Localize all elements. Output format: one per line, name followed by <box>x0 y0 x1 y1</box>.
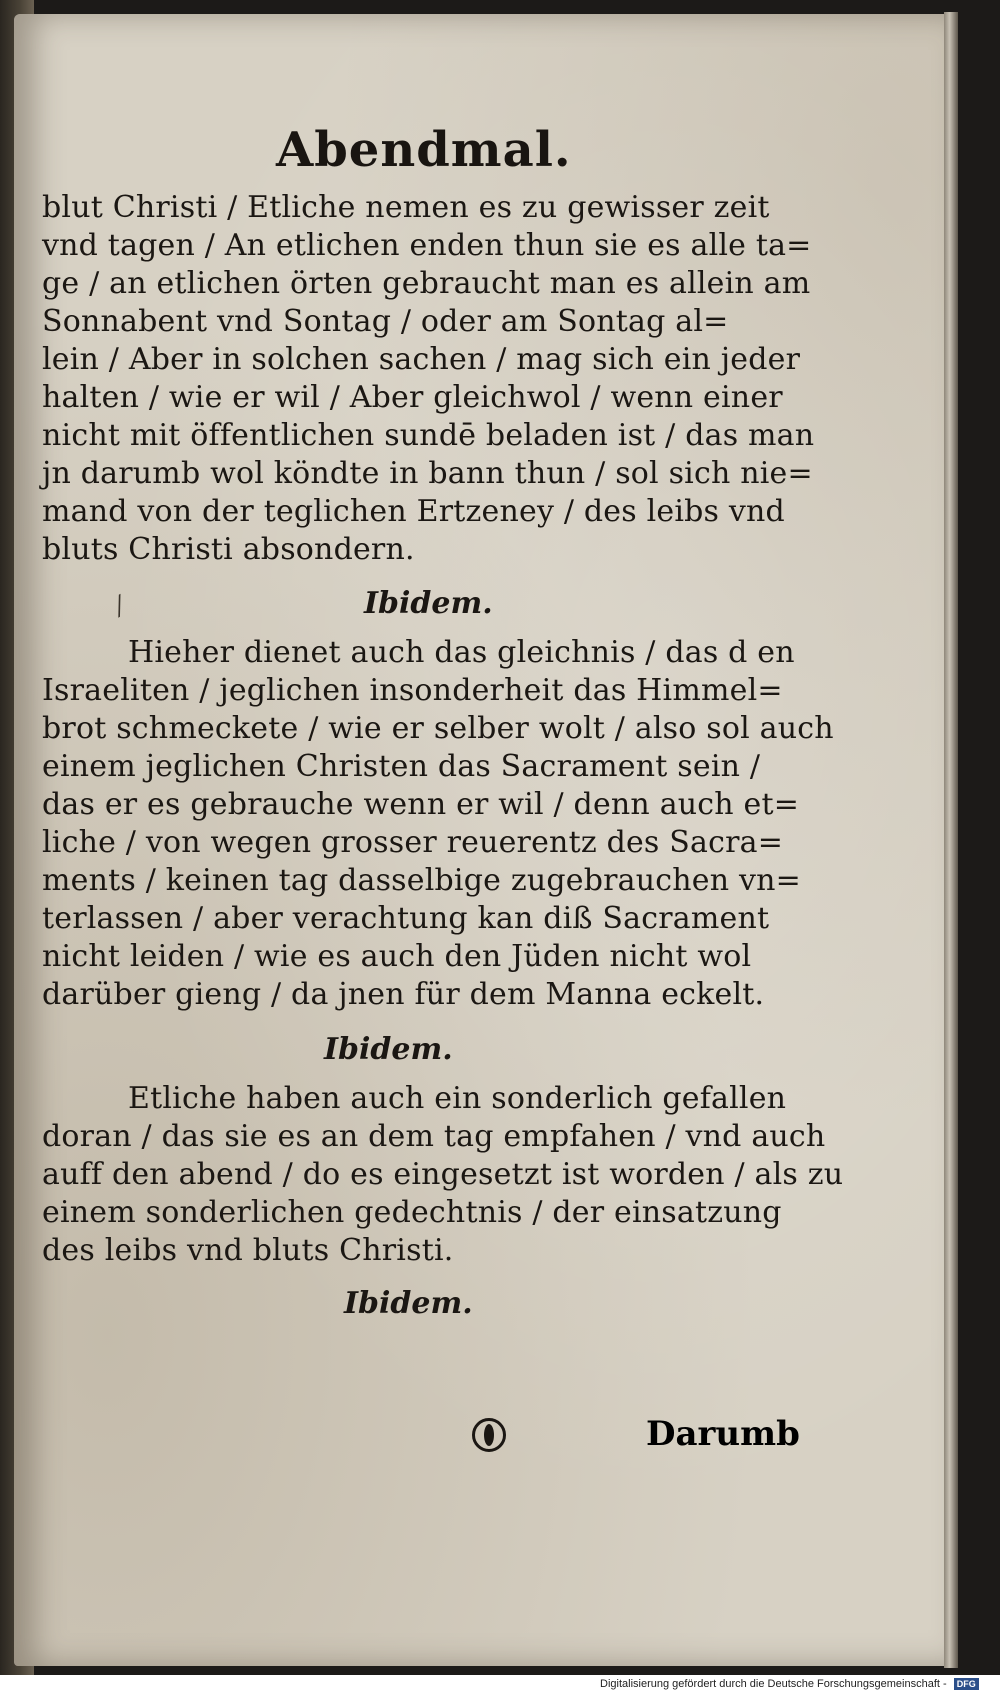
text-line: des leibs vnd bluts Christi. <box>42 1233 454 1268</box>
text-line: einem sonderlichen gedechtnis / der einsatzung <box>42 1195 782 1230</box>
text-line: nicht leiden / wie es auch den Jüden nicht wol <box>42 939 752 974</box>
text-line: einem jeglichen Christen das Sacrament sein / <box>42 749 761 784</box>
text-line: darüber gieng / da jnen für dem Manna eckelt. <box>42 977 765 1012</box>
footer-text: Digitalisierung gefördert durch die Deutsche Forschungsgemeinschaft - <box>600 1678 947 1690</box>
signature-mark-icon <box>472 1418 506 1452</box>
text-line: lein / Aber in solchen sachen / mag sich ein jeder <box>42 342 801 377</box>
section-heading: Ibidem. <box>364 586 493 621</box>
text-line: nicht mit öffentlichen sundē beladen ist / das man <box>42 418 815 453</box>
text-line: mand von der teglichen Ertzeney / des leibs vnd <box>42 494 785 529</box>
footer-credit <box>600 1676 979 1692</box>
section-heading: Ibidem. <box>324 1032 453 1067</box>
dfg-logo: DFG <box>954 1678 979 1690</box>
text-line: terlassen / aber verachtung kan diß Sacrament <box>42 901 770 936</box>
running-head: Abendmal. <box>276 122 572 178</box>
text-line: brot schmeckete / wie er selber wolt / also sol auch <box>42 711 834 746</box>
text-line: Etliche haben auch ein sonderlich gefallen <box>128 1081 787 1116</box>
page-edge <box>944 12 958 1668</box>
text-line: vnd tagen / An etlichen enden thun sie es alle ta= <box>42 228 812 263</box>
ink-smudge: ⁄ <box>110 592 130 622</box>
text-line: das er es gebrauche wenn er wil / denn auch et= <box>42 787 800 822</box>
text-line: doran / das sie es an dem tag empfahen / vnd auch <box>42 1119 826 1154</box>
text-line: jn darumb wol köndte in bann thun / sol sich nie= <box>42 456 813 491</box>
text-line: ments / keinen tag dasselbige zugebrauchen vn= <box>42 863 801 898</box>
text-line: Hieher dienet auch das gleichnis / das d en <box>128 635 795 670</box>
text-line: blut Christi / Etliche nemen es zu gewisser zeit <box>42 190 770 225</box>
text-line: auff den abend / do es eingesetzt ist worden / als zu <box>42 1157 844 1192</box>
text-line: liche / von wegen grosser reuerentz des Sacra= <box>42 825 784 860</box>
book-page <box>14 14 944 1666</box>
catchword: Darumb <box>646 1414 800 1454</box>
text-line: ge / an etlichen örten gebraucht man es allein am <box>42 266 811 301</box>
section-heading: Ibidem. <box>344 1286 473 1321</box>
text-line: halten / wie er wil / Aber gleichwol / wenn einer <box>42 380 783 415</box>
text-line: Sonnabent vnd Sontag / oder am Sontag al= <box>42 304 729 339</box>
text-line: bluts Christi absondern. <box>42 532 415 567</box>
text-line: Israeliten / jeglichen insonderheit das Himmel= <box>42 673 783 708</box>
